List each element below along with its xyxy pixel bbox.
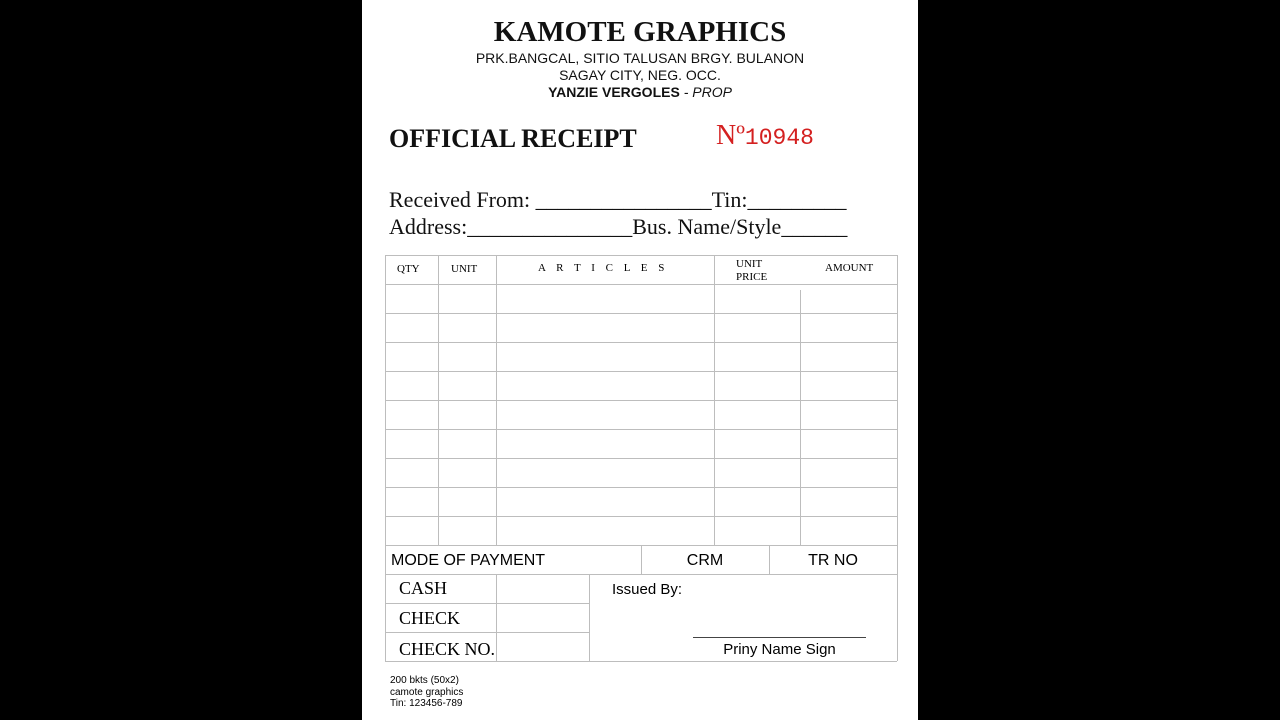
column-divider bbox=[496, 574, 497, 661]
table-border bbox=[385, 255, 897, 256]
header-qty: QTY bbox=[397, 263, 420, 275]
footer-line: Tin: 123456-789 bbox=[390, 698, 463, 709]
table-row-line bbox=[385, 487, 897, 488]
received-from-field[interactable]: Received From: ________________Tin:_________ bbox=[389, 187, 847, 212]
row-divider bbox=[385, 632, 589, 633]
address-line-2: SAGAY CITY, NEG. OCC. bbox=[559, 67, 721, 83]
address-line-1: PRK.BANGCAL, SITIO TALUSAN BRGY. BULANON bbox=[475, 50, 805, 66]
column-divider bbox=[589, 574, 590, 661]
table-row-line bbox=[385, 429, 897, 430]
header-unit-price-2: PRICE bbox=[736, 271, 768, 283]
row-divider bbox=[385, 574, 897, 575]
check-no-label: CHECK NO. bbox=[399, 639, 496, 659]
table-row-line bbox=[385, 313, 897, 314]
table-row-line bbox=[385, 458, 897, 459]
row-divider bbox=[385, 603, 589, 604]
footer-info bbox=[390, 675, 463, 710]
tr-no-label: TR NO bbox=[808, 552, 858, 569]
header-amount: AMOUNT bbox=[825, 262, 874, 274]
receipt-title: OFFICIAL RECEIPT bbox=[389, 124, 637, 153]
sign-label: Priny Name Sign bbox=[723, 641, 836, 658]
table-row-line bbox=[385, 371, 897, 372]
receipt-number bbox=[716, 120, 814, 152]
address-field[interactable]: Address:_______________Bus. Name/Style______ bbox=[389, 214, 848, 239]
signature-line[interactable] bbox=[693, 637, 866, 638]
header-unit-price: UNIT bbox=[736, 258, 763, 270]
issued-by-label: Issued By: bbox=[612, 581, 683, 598]
table-row-line bbox=[385, 400, 897, 401]
proprietor-name: YANZIE VERGOLES bbox=[548, 84, 680, 100]
proprietor-suffix: - PROP bbox=[683, 84, 732, 100]
header-articles: A R T I C L E S bbox=[538, 262, 665, 274]
table-row-line bbox=[385, 342, 897, 343]
row-divider bbox=[385, 661, 897, 662]
mode-of-payment-label: MODE OF PAYMENT bbox=[391, 552, 546, 569]
header-unit: UNIT bbox=[451, 263, 478, 275]
footer-line: 200 bkts (50x2) bbox=[390, 675, 459, 686]
receipt-number-value: 10948 bbox=[744, 125, 814, 151]
table-row-line bbox=[385, 516, 897, 517]
crm-label: CRM bbox=[686, 552, 724, 569]
cash-label: CASH bbox=[399, 578, 448, 598]
table-border bbox=[897, 255, 898, 661]
check-label: CHECK bbox=[399, 608, 461, 628]
column-divider bbox=[800, 290, 801, 545]
footer-line: camote graphics bbox=[390, 686, 464, 698]
table-row-line bbox=[385, 284, 897, 285]
proprietor-line bbox=[362, 84, 918, 100]
receipt-page bbox=[362, 0, 918, 720]
number-sign: Nº bbox=[716, 120, 745, 151]
company-name: KAMOTE GRAPHICS bbox=[493, 16, 787, 48]
